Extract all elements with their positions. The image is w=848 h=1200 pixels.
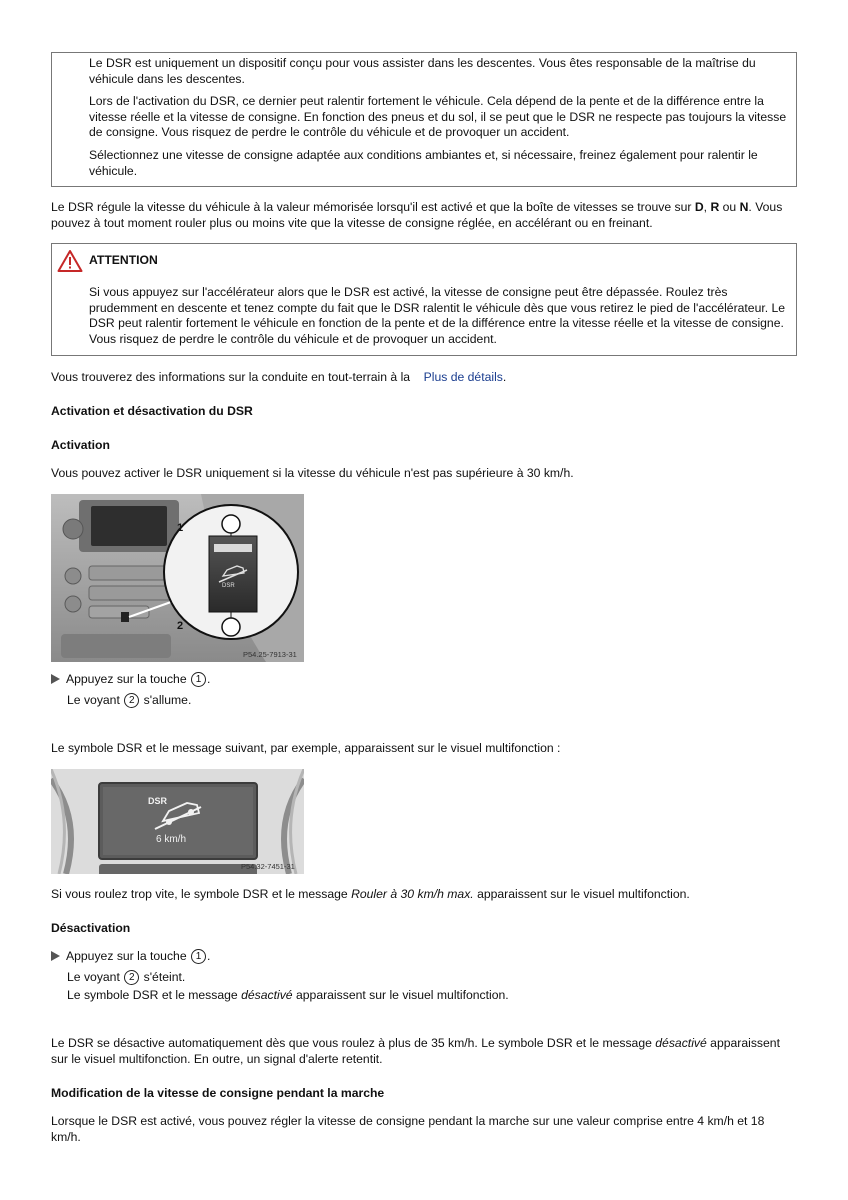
too-fast-message: Rouler à 30 km/h max. <box>351 887 474 901</box>
warning-paragraph-2: Lors de l'activation du DSR, ce dernier peut ralentir fortement le véhicule. Cela dépend de la pente et de la différence entre la vitesse réelle et la vitesse de consigne. En fonction des pneus et du sol, il se peut que le DSR ne respecte pas toujours la vitesse de consigne. Vous risquez de perdre le contrôle du véhicule et de provoquer un accident. <box>89 94 787 140</box>
auto-deactivation-text: Le DSR se désactive automatiquement dès que vous roulez à plus de 35 km/h. Le symbole DSR et le message désactivé apparaissent sur le visuel multifonction. En outre, un signal d'alerte retentit. <box>51 1036 780 1066</box>
display-dsr-label: DSR <box>148 796 168 806</box>
activation-step-1: Appuyez sur la touche 1 . <box>51 672 210 688</box>
warning-paragraph-1: Le DSR est uniquement un dispositif conçu pour vous assister dans les descentes. Vous êtes responsable de la maîtrise du véhicule dans les descentes. <box>89 56 756 86</box>
deactivation-heading: Désactivation <box>51 921 131 935</box>
activation-heading: Activation <box>51 438 110 452</box>
deactivated-message: désactivé <box>655 1036 707 1050</box>
circled-2-icon: 2 <box>124 970 139 985</box>
display-text: Le symbole DSR et le message suivant, par exemple, apparaissent sur le visuel multifonction : <box>51 741 561 755</box>
details-link[interactable]: Plus de détails <box>423 370 503 384</box>
circled-1-icon: 1 <box>191 949 206 964</box>
deactivation-step-1: Appuyez sur la touche 1 . <box>51 949 210 965</box>
figure-2-ref: P54.32-7451-31 <box>241 862 295 871</box>
attention-text: Si vous appuyez sur l'accélérateur alors que le DSR est activé, la vitesse de consigne peut être dépassée. Roulez très prudemment en descente et tenez compte du fait que le DSR ralentit le véhicule dès que vous retirez le pied de l'accélérateur. Le DSR peut ralentir fortement le véhicule en fonction de la pente et de la différence entre la vitesse réelle et la vitesse de consigne. Vous risquez de perdre le contrôle du véhicule et de provoquer un accident. <box>89 285 786 346</box>
dsr-button-label: DSR <box>222 583 235 589</box>
step-arrow-icon <box>51 674 60 684</box>
modification-text: Lorsque le DSR est activé, vous pouvez régler la vitesse de consigne pendant la marche sur une valeur comprise entre 4 km/h et 18 km/h. <box>51 1114 765 1144</box>
deactivation-step-3: Le symbole DSR et le message désactivé apparaissent sur le visuel multifonction. <box>67 988 509 1002</box>
section-title: Activation et désactivation du DSR <box>51 404 253 418</box>
too-fast-text: Si vous roulez trop vite, le symbole DSR et le message Rouler à 30 km/h max. apparaissent sur le visuel multifonction. <box>51 887 690 901</box>
offroad-paragraph: Vous trouverez des informations sur la conduite en tout-terrain à la Plus de détails. <box>51 370 507 384</box>
callout-2: 2 <box>176 620 184 632</box>
attention-box <box>51 243 797 356</box>
deactivated-message: désactivé <box>241 988 293 1002</box>
warning-box <box>51 52 797 187</box>
deactivation-step-2: Le voyant 2 s'éteint. <box>67 970 186 984</box>
circled-1-icon: 1 <box>191 672 206 687</box>
callout-1: 1 <box>176 522 184 534</box>
activation-step-2: Le voyant 2 s'allume. <box>67 693 192 707</box>
warning-paragraph-3: Sélectionnez une vitesse de consigne adaptée aux conditions ambiantes et, si nécessaire, freinez également pour ralentir le véhicule. <box>89 148 758 178</box>
warning-triangle-icon <box>57 249 83 273</box>
gear-n: N <box>739 200 749 214</box>
activation-text: Vous pouvez activer le DSR uniquement si la vitesse du véhicule n'est pas supérieure à 30 km/h. <box>51 466 574 480</box>
gear-r: R <box>710 200 720 214</box>
attention-title: ATTENTION <box>89 253 158 267</box>
gear-d: D <box>694 200 704 214</box>
dsr-button-figure <box>51 494 304 662</box>
intro-paragraph: Le DSR régule la vitesse du véhicule à la valeur mémorisée lorsqu'il est activé et que la boîte de vitesses se trouve sur D, R ou N. Vous pouvez à tout moment rouler plus ou moins vite que la vitesse de consigne réglée, en accélérant ou en freinant. <box>51 200 783 230</box>
modification-heading: Modification de la vitesse de consigne pendant la marche <box>51 1086 385 1100</box>
circled-2-icon: 2 <box>124 693 139 708</box>
figure-1-ref: P54.25-7913-31 <box>243 650 297 659</box>
display-speed: 6 km/h <box>156 834 187 845</box>
step-arrow-icon <box>51 951 60 961</box>
multifunction-display-figure <box>51 769 304 874</box>
